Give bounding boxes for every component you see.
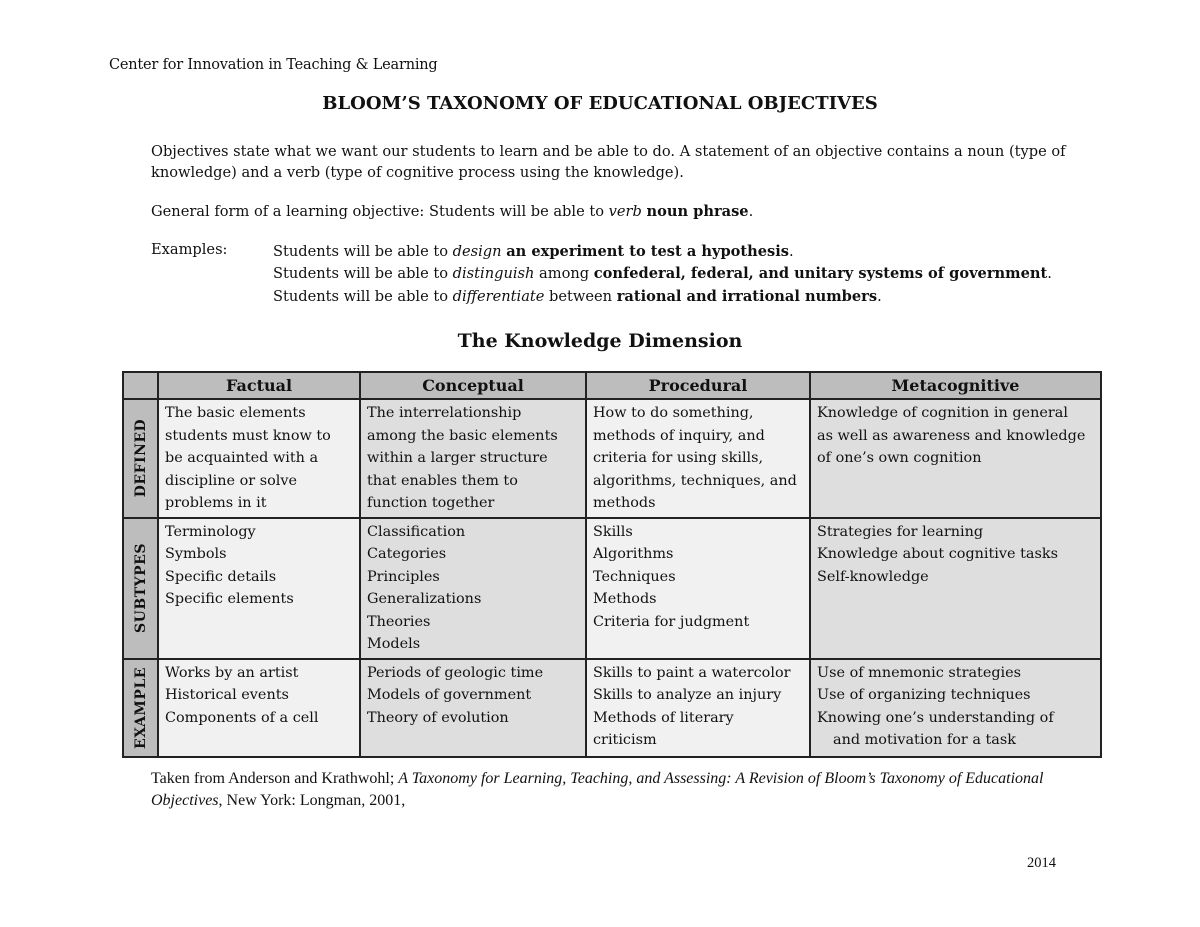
- cell-line: methods of inquiry, and: [593, 427, 765, 444]
- general-form-noun: noun phrase: [646, 203, 749, 220]
- cell-line: Theory of evolution: [367, 709, 509, 726]
- example-item: [273, 286, 882, 307]
- example-mid: between: [544, 288, 617, 305]
- cell-line: within a larger structure: [367, 450, 548, 466]
- cell-line: discipline or solve: [165, 472, 298, 489]
- cell-line: Theories: [367, 613, 431, 630]
- table-header-row: [123, 372, 1101, 399]
- cell-line: Knowing one’s understanding of: [817, 709, 1054, 726]
- cell-line: The interrelationship: [367, 405, 522, 421]
- cell-line: Classification: [367, 523, 466, 540]
- table-cell: [810, 518, 1101, 659]
- cell-line: Use of organizing techniques: [817, 687, 1031, 703]
- cell-line: among the basic elements: [367, 427, 558, 444]
- table-cell: [586, 518, 810, 659]
- table-cell: [586, 399, 810, 518]
- table-cell: [158, 399, 360, 518]
- knowledge-dimension-title: The Knowledge Dimension: [457, 330, 743, 352]
- cell-line: Categories: [367, 546, 447, 562]
- cell-line: and motivation for a task: [833, 732, 1016, 748]
- cell-line: criteria for using skills,: [593, 450, 764, 466]
- cell-line: criticism: [593, 732, 657, 748]
- citation-prefix: Taken from Anderson and Krathwohl;: [151, 770, 399, 787]
- example-verb: differentiate: [452, 288, 545, 305]
- table-cell: [810, 399, 1101, 518]
- example-noun: confederal, federal, and unitary systems of government: [593, 265, 1048, 282]
- example-item: [273, 241, 794, 262]
- example-prefix: Students will be able to: [273, 288, 453, 305]
- intro-paragraph: Objectives state what we want our students to learn and be able to do. A statement of an objective contains a noun (type of knowledge) and a verb (type of cognitive process using the knowledge).: [151, 143, 1066, 181]
- cell-line: Use of mnemonic strategies: [817, 664, 1022, 681]
- table-row-defined: [123, 399, 1101, 518]
- cell-line: Skills to analyze an injury: [593, 687, 782, 703]
- cell-line: Specific elements: [165, 591, 294, 607]
- table-row-example: [123, 659, 1101, 757]
- page-header: Center for Innovation in Teaching & Learning: [109, 57, 438, 73]
- row-header-label: DEFINED: [132, 419, 149, 498]
- cell-line: Strategies for learning: [817, 523, 984, 540]
- cell-line: that enables them to: [367, 472, 518, 489]
- table-row-subtypes: [123, 518, 1101, 659]
- general-form-prefix: General form of a learning objective: Students will be able to: [151, 203, 609, 220]
- examples-label: Examples:: [151, 241, 228, 258]
- cell-line: Skills: [593, 523, 633, 540]
- cell-line: Self-knowledge: [817, 568, 929, 585]
- cell-line: Specific details: [165, 568, 277, 585]
- table-cell: [360, 518, 586, 659]
- cell-line: Knowledge of cognition in general: [817, 405, 1068, 421]
- cell-line: Criteria for judgment: [593, 613, 750, 630]
- example-suffix: .: [789, 243, 794, 260]
- row-header-defined: [123, 399, 158, 518]
- cell-line: Components of a cell: [165, 709, 319, 726]
- table-cell: [360, 659, 586, 757]
- example-verb: distinguish: [452, 265, 535, 282]
- citation-book-title: A Taxonomy for Learning, Teaching, and Assessing: A Revision of Bloom’s Taxonomy of Educational Objectives: [151, 770, 1044, 809]
- cell-line: be acquainted with a: [165, 450, 319, 466]
- example-suffix: .: [877, 288, 882, 305]
- example-prefix: Students will be able to: [273, 243, 453, 260]
- example-suffix: .: [1047, 265, 1052, 282]
- table-cell: [586, 659, 810, 757]
- general-form-paragraph: [151, 201, 1071, 222]
- example-mid: among: [534, 265, 594, 282]
- cell-line: Models: [367, 636, 421, 652]
- column-header-factual: Factual: [158, 372, 360, 399]
- cell-line: Historical events: [165, 687, 289, 703]
- row-header-example: [123, 659, 158, 757]
- general-form-suffix: .: [748, 203, 754, 220]
- example-item: [273, 263, 1052, 284]
- cell-line: Generalizations: [367, 591, 482, 607]
- cell-line: Techniques: [593, 568, 676, 585]
- general-form-verb: verb: [608, 203, 642, 220]
- table-cell: [810, 659, 1101, 757]
- cell-line: Terminology: [165, 523, 256, 540]
- table-cell: [158, 518, 360, 659]
- table-corner-cell: [123, 372, 158, 399]
- citation-suffix: , New York: Longman, 2001,: [218, 792, 406, 809]
- cell-line: Models of government: [367, 687, 532, 703]
- row-header-subtypes: [123, 518, 158, 659]
- cell-line: Knowledge about cognitive tasks: [817, 546, 1058, 562]
- cell-line: problems in it: [165, 495, 267, 511]
- cell-line: Principles: [367, 568, 440, 585]
- example-prefix: Students will be able to: [273, 265, 453, 282]
- cell-line: of one’s own cognition: [817, 450, 982, 466]
- example-noun: rational and irrational numbers: [616, 288, 878, 305]
- cell-line: function together: [367, 495, 495, 511]
- table-cell: [360, 399, 586, 518]
- cell-line: Methods of literary: [593, 709, 734, 726]
- column-header-conceptual: Conceptual: [360, 372, 586, 399]
- row-header-label: SUBTYPES: [132, 543, 149, 633]
- citation: [151, 768, 1111, 812]
- column-header-metacognitive: Metacognitive: [810, 372, 1101, 399]
- cell-line: Methods: [593, 591, 657, 607]
- knowledge-dimension-table: [122, 371, 1102, 758]
- cell-line: as well as awareness and knowledge: [817, 427, 1086, 444]
- example-verb: design: [452, 243, 502, 260]
- column-header-procedural: Procedural: [586, 372, 810, 399]
- cell-line: students must know to: [165, 427, 331, 444]
- table-cell: [158, 659, 360, 757]
- cell-line: The basic elements: [165, 405, 306, 421]
- cell-line: Algorithms: [593, 546, 674, 562]
- cell-line: How to do something,: [593, 405, 754, 421]
- cell-line: Skills to paint a watercolor: [593, 664, 791, 681]
- page-title: BLOOM’S TAXONOMY OF EDUCATIONAL OBJECTIVES: [322, 93, 878, 114]
- cell-line: algorithms, techniques, and: [593, 472, 797, 489]
- cell-line: Symbols: [165, 546, 227, 562]
- cell-line: Periods of geologic time: [367, 664, 544, 681]
- cell-line: Works by an artist: [165, 664, 299, 681]
- example-noun: an experiment to test a hypothesis: [506, 243, 790, 260]
- cell-line: methods: [593, 495, 656, 511]
- footer-year: 2014: [1027, 855, 1056, 871]
- row-header-label: EXAMPLE: [132, 666, 149, 749]
